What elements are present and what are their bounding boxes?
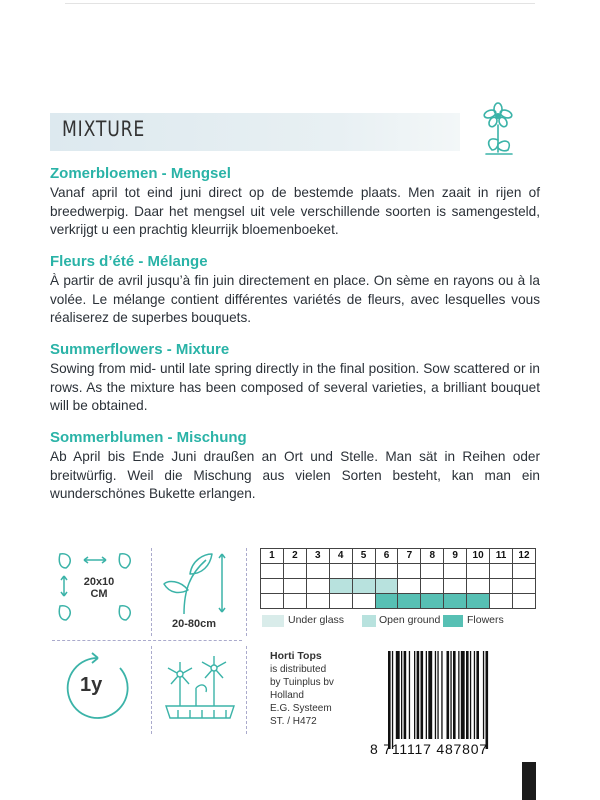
calendar-cell-open-ground-8 bbox=[421, 579, 444, 594]
calendar-cell-under-glass-5 bbox=[352, 564, 375, 579]
divider bbox=[246, 646, 247, 734]
calendar-cell-under-glass-2 bbox=[283, 564, 306, 579]
barcode-bar bbox=[441, 651, 442, 739]
barcode-bar bbox=[458, 651, 459, 739]
barcode-bar bbox=[388, 651, 391, 749]
calendar-month-3: 3 bbox=[306, 549, 329, 564]
calendar-month-5: 5 bbox=[352, 549, 375, 564]
divider bbox=[52, 640, 242, 641]
barcode-bar bbox=[476, 651, 479, 739]
legend-open-ground: Open ground bbox=[379, 614, 441, 626]
section-body: À partir de avril jusqu’à fin juin directement en place. On sème en rayons ou à la volée. Le mélange contient différentes variétés de fleurs, avec lesquelles vous réaliserez de superbes bouquets. bbox=[50, 273, 540, 325]
section-body: Sowing from mid- until late spring directly in the final position. Sow scattered or in rows. As the mixture has been composed of several varieties, a brilliant bouquet will be obtained. bbox=[50, 361, 540, 413]
calendar-month-6: 6 bbox=[375, 549, 398, 564]
section-body: Ab April bis Ende Juni draußen an Ort und Stelle. Man sät in Reihen oder breitwürfig. Weil die Mischung aus vielen Sorten besteht, kan man ein wunderschönes Bukette erlangen. bbox=[50, 449, 540, 501]
calendar-month-12: 12 bbox=[512, 549, 535, 564]
calendar-month-9: 9 bbox=[444, 549, 467, 564]
section-title: Sommerblumen - Mischung bbox=[50, 429, 247, 446]
calendar-cell-open-ground-2 bbox=[283, 579, 306, 594]
calendar-month-11: 11 bbox=[490, 549, 513, 564]
calendar-month-1: 1 bbox=[261, 549, 284, 564]
calendar-cell-flowers-5 bbox=[352, 594, 375, 609]
plant-height-icon bbox=[160, 550, 244, 620]
barcode bbox=[387, 651, 525, 749]
calendar-cell-flowers-1 bbox=[261, 594, 284, 609]
calendar-month-2: 2 bbox=[283, 549, 306, 564]
top-divider bbox=[65, 3, 535, 4]
banner-label: MIXTURE bbox=[62, 117, 146, 141]
spacing-label-line2: CM bbox=[90, 588, 108, 600]
calendar-month-8: 8 bbox=[421, 549, 444, 564]
calendar-cell-open-ground-5 bbox=[352, 579, 375, 594]
calendar-cell-flowers-12 bbox=[512, 594, 535, 609]
calendar-cell-flowers-10 bbox=[467, 594, 490, 609]
barcode-bar bbox=[417, 651, 420, 739]
lifecycle-label: 1y bbox=[80, 674, 103, 696]
section-english bbox=[50, 340, 540, 416]
calendar-cell-flowers-8 bbox=[421, 594, 444, 609]
barcode-bar bbox=[421, 651, 424, 739]
barcode-bar bbox=[447, 651, 450, 739]
calendar-cell-under-glass-6 bbox=[375, 564, 398, 579]
calendar-cell-flowers-11 bbox=[490, 594, 513, 609]
calendar-cell-open-ground-12 bbox=[512, 579, 535, 594]
barcode-bar bbox=[426, 651, 427, 739]
height-label: 20-80cm bbox=[172, 618, 217, 630]
divider bbox=[151, 646, 152, 734]
calendar-month-7: 7 bbox=[398, 549, 421, 564]
calendar-flowers-row bbox=[261, 594, 536, 609]
calendar-cell-flowers-7 bbox=[398, 594, 421, 609]
seed-tray-icon bbox=[160, 648, 244, 728]
barcode-bar bbox=[401, 651, 402, 739]
calendar-month-10: 10 bbox=[467, 549, 490, 564]
section-dutch bbox=[50, 164, 540, 240]
spacing-label-line1: 20x10 bbox=[83, 576, 115, 588]
calendar-open-ground-row bbox=[261, 579, 536, 594]
barcode-bar bbox=[396, 651, 400, 739]
barcode-bar bbox=[453, 651, 456, 739]
section-title: Fleurs d’été - Mélange bbox=[50, 253, 208, 270]
section-body: Vanaf april tot eind juni direct op de bestemde plaats. Men zaait in rijen of breedwerpig. Daar het mengsel uit vele verschillende soorten is samengesteld, verkrijgt u een prachtig kleurrijk bloemenboeket. bbox=[50, 185, 540, 237]
calendar-cell-open-ground-1 bbox=[261, 579, 284, 594]
barcode-digits: 8 711117 487807 bbox=[370, 741, 488, 757]
calendar-cell-under-glass-7 bbox=[398, 564, 421, 579]
distributor-line: by Tuinplus bv bbox=[270, 677, 334, 688]
distributor-name: Horti Tops bbox=[270, 650, 322, 662]
barcode-bar bbox=[470, 651, 471, 739]
section-german bbox=[50, 428, 540, 504]
barcode-bar bbox=[483, 651, 484, 739]
calendar-cell-flowers-6 bbox=[375, 594, 398, 609]
calendar-cell-under-glass-10 bbox=[467, 564, 490, 579]
calendar-cell-open-ground-10 bbox=[467, 579, 490, 594]
calendar-month-4: 4 bbox=[329, 549, 352, 564]
barcode-bar bbox=[466, 651, 469, 739]
legend-flowers: Flowers bbox=[467, 614, 504, 626]
calendar-cell-flowers-2 bbox=[283, 594, 306, 609]
section-title: Summerflowers - Mixture bbox=[50, 341, 230, 358]
calendar-cell-open-ground-11 bbox=[490, 579, 513, 594]
barcode-bar bbox=[409, 651, 410, 739]
spacing-label bbox=[80, 576, 118, 600]
distributor-line: Holland bbox=[270, 690, 304, 701]
legend-flowers-swatch bbox=[443, 615, 463, 627]
barcode-bar bbox=[414, 651, 415, 739]
distributor-line: is distributed bbox=[270, 664, 327, 675]
distributor-info bbox=[270, 650, 334, 728]
calendar-cell-open-ground-6 bbox=[375, 579, 398, 594]
divider bbox=[151, 548, 152, 636]
barcode-bar bbox=[437, 651, 438, 739]
calendar-cell-under-glass-3 bbox=[306, 564, 329, 579]
section-title: Zomerbloemen - Mengsel bbox=[50, 165, 231, 182]
calendar-under-glass-row bbox=[261, 564, 536, 579]
legend-under-glass-swatch bbox=[262, 615, 284, 627]
section-french bbox=[50, 252, 540, 328]
calendar-cell-under-glass-11 bbox=[490, 564, 513, 579]
calendar-cell-open-ground-9 bbox=[444, 579, 467, 594]
calendar-cell-flowers-3 bbox=[306, 594, 329, 609]
legend-under-glass: Under glass bbox=[288, 614, 345, 626]
calendar-cell-under-glass-1 bbox=[261, 564, 284, 579]
calendar-cell-flowers-4 bbox=[329, 594, 352, 609]
edge-marker bbox=[522, 762, 536, 800]
divider bbox=[246, 548, 247, 636]
calendar-cell-flowers-9 bbox=[444, 594, 467, 609]
barcode-bar bbox=[486, 651, 489, 749]
barcode-bar bbox=[392, 651, 393, 749]
calendar-cell-open-ground-4 bbox=[329, 579, 352, 594]
barcode-bar bbox=[428, 651, 432, 739]
calendar-cell-under-glass-12 bbox=[512, 564, 535, 579]
calendar-cell-under-glass-4 bbox=[329, 564, 352, 579]
barcode-bar bbox=[461, 651, 465, 739]
flower-seed-icon bbox=[474, 100, 524, 158]
distributor-line: ST. / H472 bbox=[270, 716, 317, 727]
calendar-months-row bbox=[261, 549, 536, 564]
calendar-cell-open-ground-7 bbox=[398, 579, 421, 594]
barcode-bar bbox=[404, 651, 407, 739]
calendar-cell-open-ground-3 bbox=[306, 579, 329, 594]
calendar-cell-under-glass-9 bbox=[444, 564, 467, 579]
barcode-bar bbox=[450, 651, 451, 739]
barcode-bar bbox=[474, 651, 475, 739]
barcode-bar bbox=[435, 651, 436, 739]
calendar-cell-under-glass-8 bbox=[421, 564, 444, 579]
distributor-line: E.G. Systeem bbox=[270, 703, 332, 714]
sowing-calendar bbox=[260, 548, 536, 609]
legend-open-ground-swatch bbox=[362, 615, 376, 627]
